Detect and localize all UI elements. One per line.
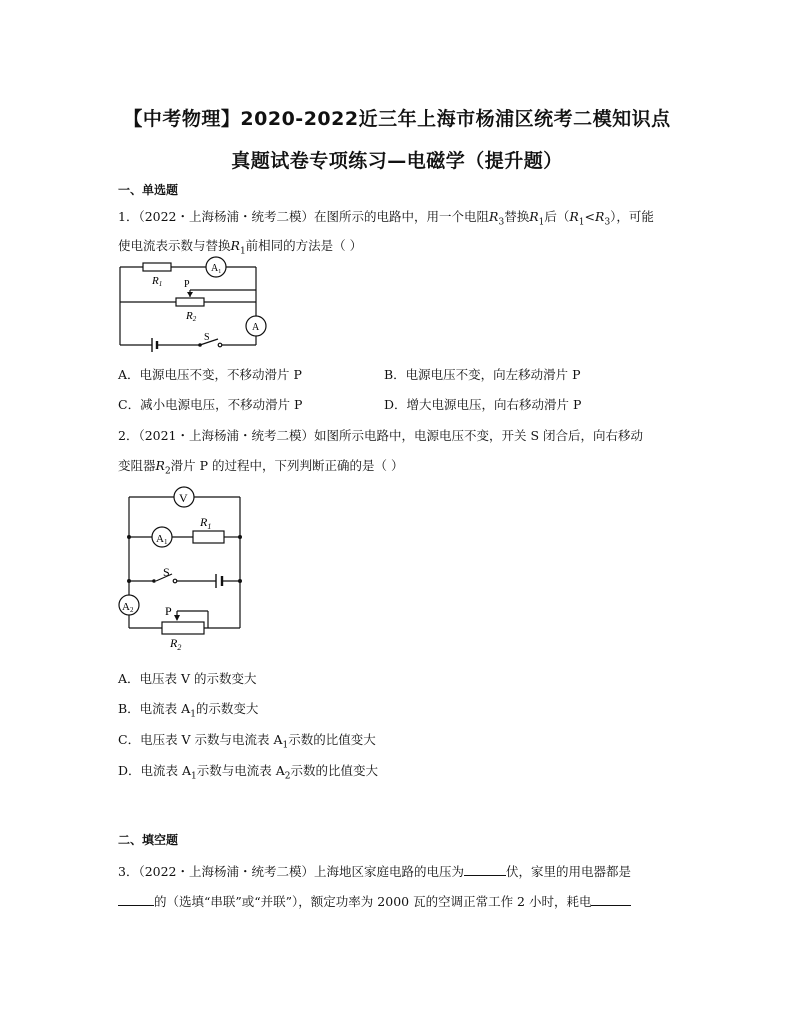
q2-r1-resistor [193, 531, 224, 543]
q1-r2-rheostat [176, 298, 204, 306]
q3-blank-2[interactable] [118, 893, 154, 906]
q1-r1-resistor [143, 263, 171, 271]
q1-fig-p-label: P [184, 279, 190, 290]
q3-stem-line2: 的（选填“串联”或“并联”），额定功率为 2000 瓦的空调正常工作 2 小时，耗电 [118, 892, 631, 910]
q2-fig-s-label: S [163, 565, 170, 579]
q1-stem-line1: 1．（2022・上海杨浦・统考二模）在图所示的电路中，用一个电阻$R_3$替换$R_1$后$(R_1<R_3)$，可能 [118, 209, 654, 228]
q3-blank-3[interactable] [591, 893, 631, 906]
q3-stem-line1: 3．（2022・上海杨浦・统考二模）上海地区家庭电路的电压为 伏，家里的用电器都是 [118, 864, 632, 879]
q2-option-a[interactable]: A．电压表 V 的示数变大 [118, 671, 257, 686]
q2-option-b[interactable]: B．电流表 $A_1$的示数变大 [118, 701, 259, 720]
q2-fig-r2-label: $R_2$ [170, 636, 182, 652]
q1-option-a[interactable]: A．电源电压不变，不移动滑片 P [118, 367, 302, 382]
q2-stem-line2: 变阻器$R_2$滑片 P 的过程中，下列判断正确的是（ ） [118, 458, 404, 477]
q2-stem-line1: 2．（2021・上海杨浦・统考二模）如图所示电路中，电源电压不变，开关 S 闭合后，向右移动 [118, 428, 644, 443]
q2-option-c[interactable]: C．电压表 V 示数与电流表 $A_1$示数的比值变大 [118, 732, 376, 751]
q2-fig-v-label: V [179, 491, 188, 505]
q1-fig-s-label: S [204, 332, 210, 343]
q1-option-d[interactable]: D．增大电源电压，向右移动滑片 P [384, 397, 582, 412]
page-title-line2: 真题试卷专项练习—电磁学（提升题） [231, 150, 563, 172]
q2-fig-a1-label: A1 [156, 533, 168, 546]
q2-fig-a2-label: A2 [122, 601, 134, 614]
q1-fig-a1-label: $A_1$ [211, 263, 222, 275]
q2-fig-p-label: P [165, 604, 172, 618]
q2-circuit-diagram [112, 485, 262, 652]
q3-blank-1[interactable] [464, 863, 506, 876]
q1-stem-line2: 使电流表示数与替换$R_1$前相同的方法是（ ） [118, 238, 363, 257]
page-title-line1: 【中考物理】2020-2022近三年上海市杨浦区统考二模知识点 [123, 108, 671, 130]
section-fill-in: 二、填空题 [118, 833, 179, 847]
q1-fig-r1-label: R1 [152, 275, 163, 288]
q1-option-b[interactable]: B．电源电压不变，向左移动滑片 P [384, 367, 581, 382]
q2-fig-r1-label: $R_1$ [200, 515, 212, 531]
section-single-choice: 一、单选题 [118, 183, 179, 197]
q1-fig-r2-label: R2 [186, 310, 197, 323]
q2-option-d[interactable]: D．电流表 $A_1$示数与电流表 $A_2$示数的比值变大 [118, 763, 379, 782]
q1-option-c[interactable]: C．减小电源电压，不移动滑片 P [118, 397, 303, 412]
q1-circuit-diagram [110, 252, 280, 362]
q2-r2-rheostat [162, 622, 204, 634]
q1-fig-a-label: A [252, 322, 260, 333]
